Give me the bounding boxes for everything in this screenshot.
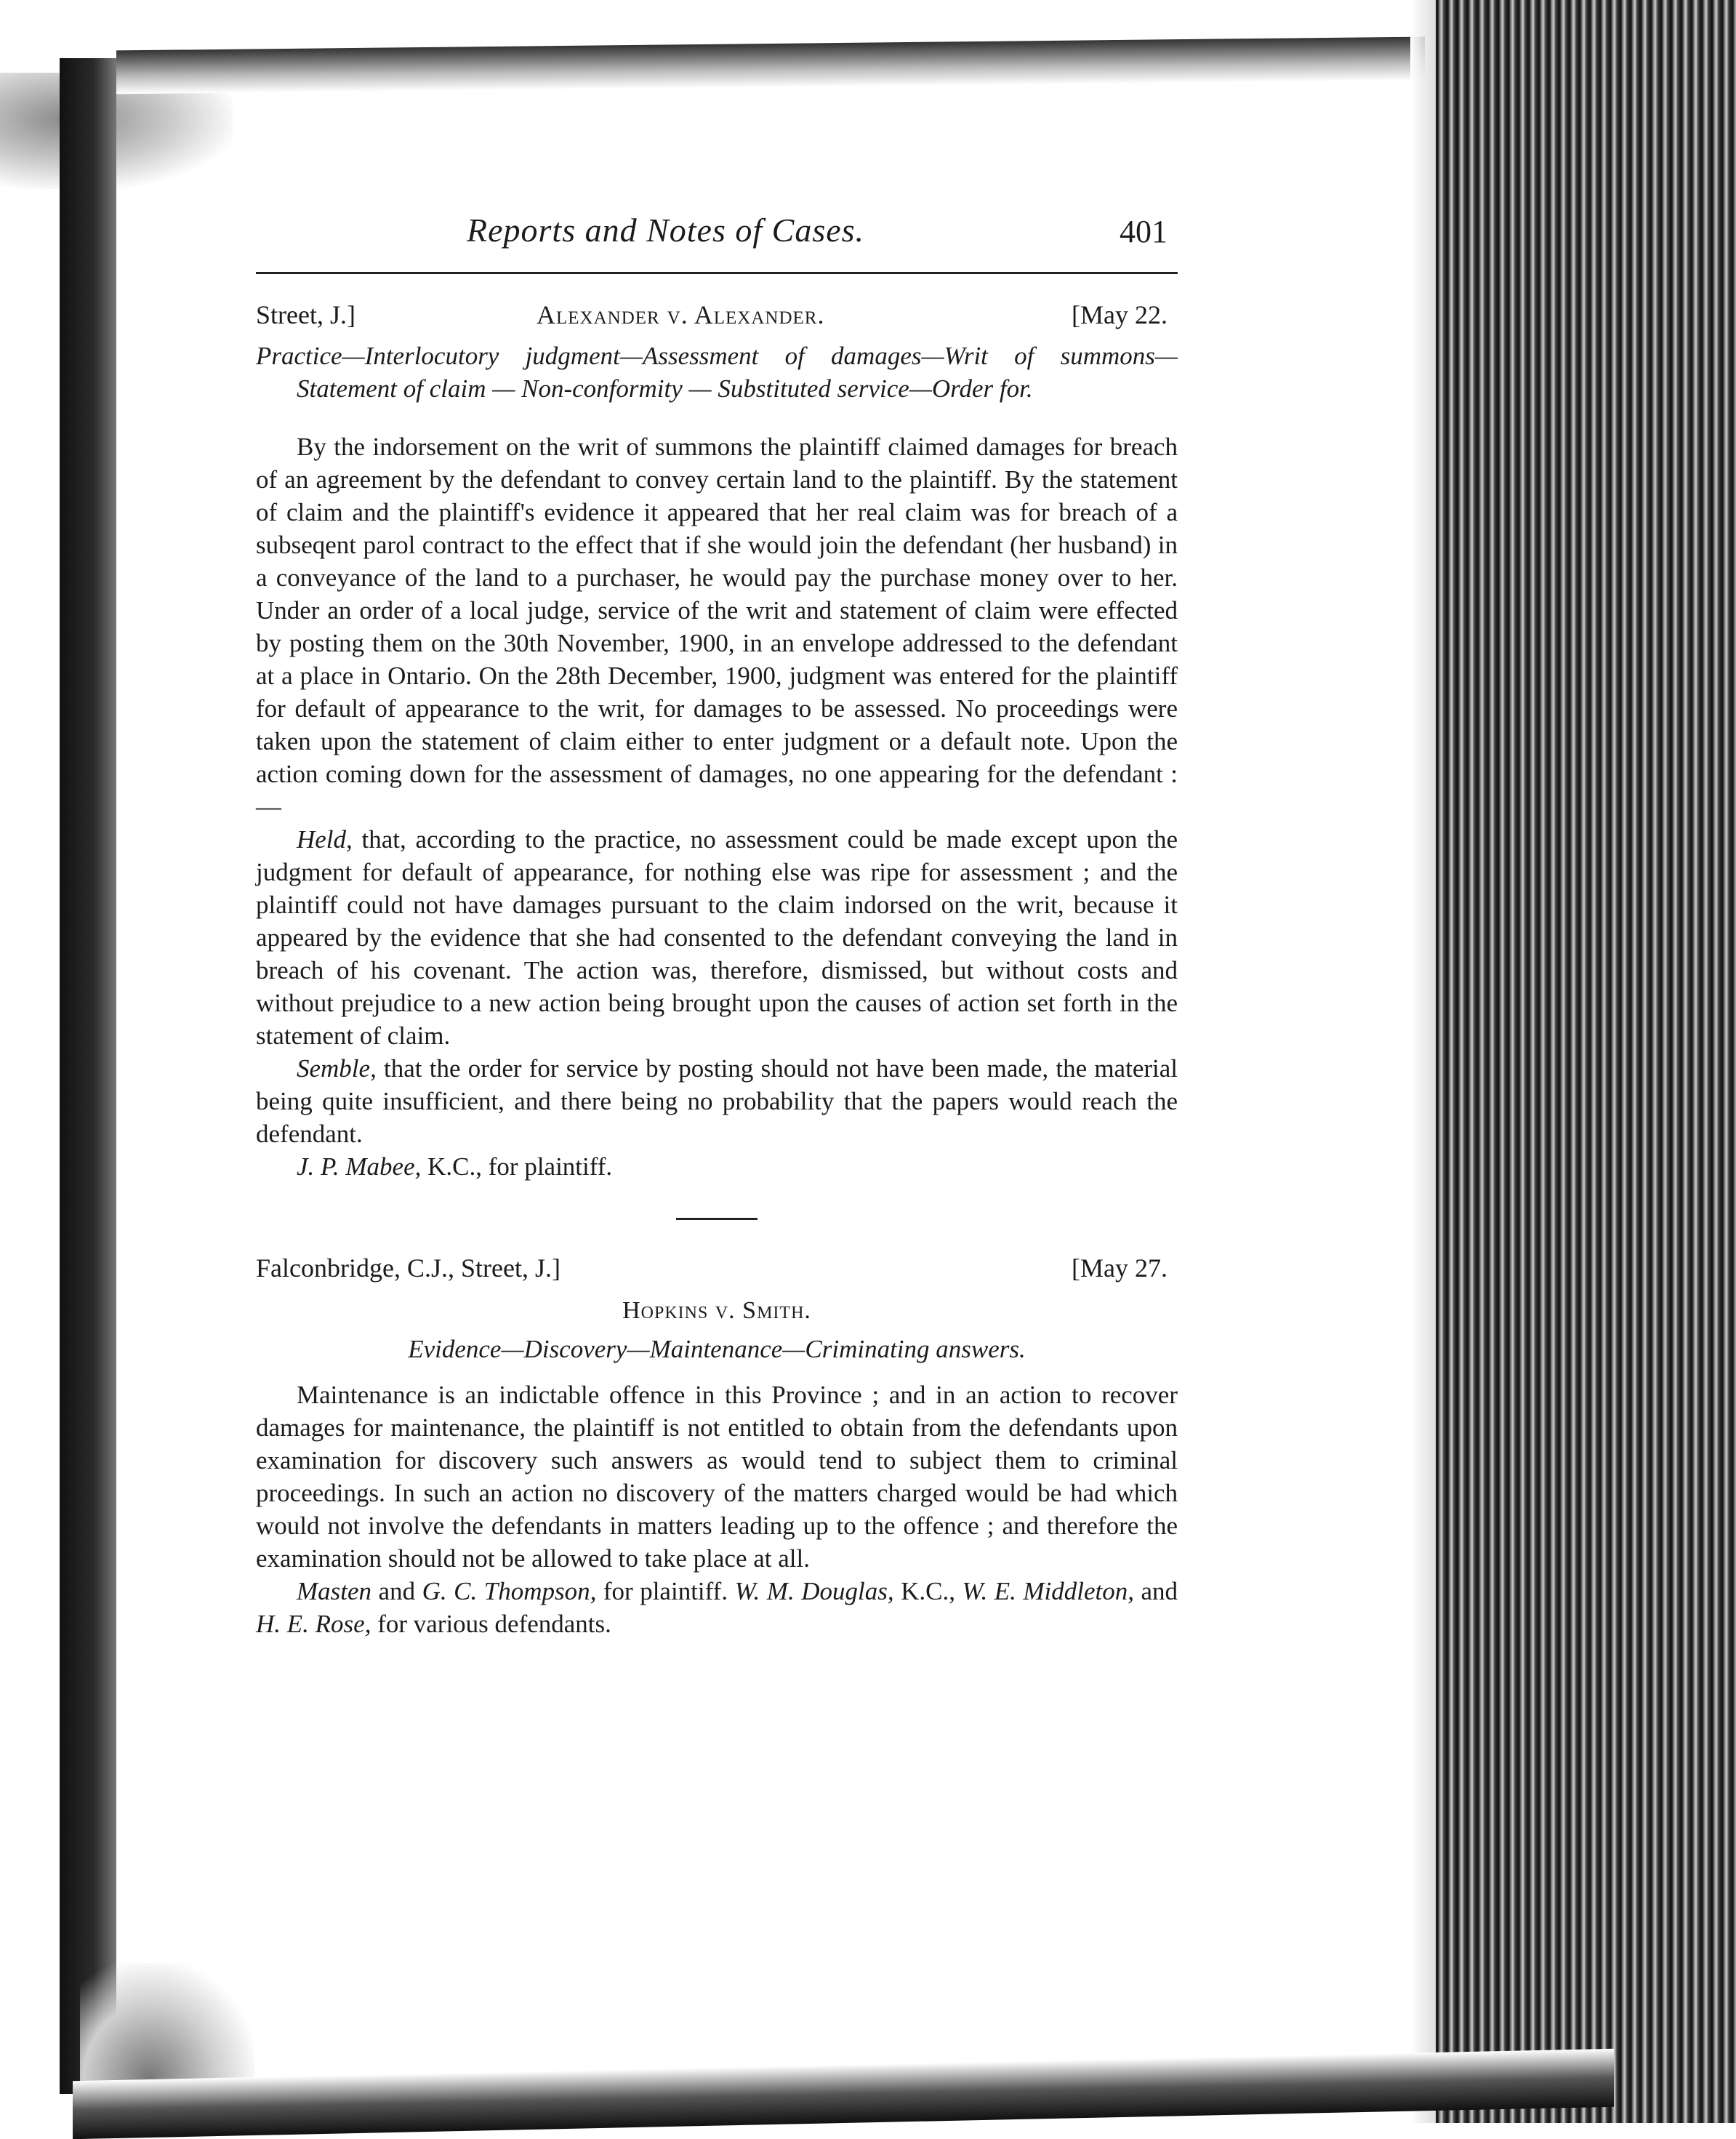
case2-counsel [256,1575,1178,1640]
counsel-name-2: G. C. Thompson, [422,1577,597,1605]
case1-date: [May 22. [1072,300,1168,329]
case1-semble [256,1052,1178,1150]
case2-header [256,1249,1178,1288]
running-header [256,211,1178,266]
case2-judges: Falconbridge, C.J., Street, J.] [256,1253,560,1283]
semble-label: Semble, [297,1054,377,1083]
book-page-edges [1436,0,1736,2123]
case1-body: By the indorsement on the writ of summons the plaintiff claimed damages for breach of an agreement by the defendant to convey certain land to the plaintiff. By the statement of claim and the plaintiff's evidence it appeared that her real claim was for breach of a subseqent parol contract to the effect that if she would join the defendant (her husband) in a conveyance of the land to a purchaser, he would pay the purchase money over to her. Under an order of a local judge, service of the writ and statement of claim were effected by posting them on the 30th November, 1900, in an envelope addressed to the defendant at a place in Ontario. On the 28th December, 1900, judgment was entered for the plaintiff for default of appearance to the writ, for damages to be assessed. No proceedings were taken upon the statement of claim either to enter judgment or a default note. Upon the action coming down for the assessment of damages, no one appearing for the defendant :— [256,433,1178,821]
book-spine-shadow [60,58,116,2094]
counsel-name-3: W. M. Douglas, [734,1577,894,1605]
held-label: Held, [297,825,353,854]
counsel-text-5: for various defendants. [371,1610,611,1638]
scan-shadow-top [116,37,1425,95]
case1-held [256,823,1178,1052]
case2-date: [May 27. [1072,1253,1168,1283]
held-text: that, according to the practice, no assessment could be made except upon the judgment for default of appearance, for nothing else was ripe for assessment ; and the plaintiff could not have damages pursuant to the claim indorsed on the writ, because it appeared by the evidence that she had consented to the defendant conveying the land in breach of his covenant. The action was, therefore, dismissed, but without costs and without prejudice to a new action being brought upon the causes of action set forth in the statement of claim. [256,825,1178,1050]
header-rule [256,272,1178,274]
case1-headnote: Practice—Interlocutory judgment—Assessment of damages—Writ of summons—Statement of claim — Non-conformity — Substituted service—Order for. [256,342,1178,403]
case1-counsel-name: J. P. Mabee, [297,1152,422,1181]
case-divider [676,1218,758,1220]
case1-header [256,293,1178,332]
case2-body: Maintenance is an indictable offence in this Province ; and in an action to recover damages for maintenance, the plaintiff is not entitled to obtain from the defendants upon examination for discovery such answers as would tend to subject them to criminal proceedings. In such an action no discovery of the matters charged would be had which would not involve the defendants in matters leading up to the offence ; and therefore the examination should not be allowed to take place at all. [256,1381,1178,1573]
counsel-text-3: K.C., [893,1577,963,1605]
counsel-and-2: and [1133,1577,1178,1605]
counsel-name-4: W. E. Middleton, [962,1577,1134,1605]
case1-title: Alexander v. Alexander. [537,300,825,329]
page-content [256,211,1178,1640]
semble-text: that the order for service by posting should not have been made, the material being quite insufficient, and there being no probability that the papers would reach the defendant. [256,1054,1178,1148]
case1-counsel-text: K.C., for plaintiff. [421,1152,613,1181]
running-title: Reports and Notes of Cases. [467,212,865,249]
case2-headnote: Evidence—Discovery—Maintenance—Criminating answers. [408,1335,1026,1363]
counsel-name-1: Masten [297,1577,372,1605]
case1-judge: Street, J.] [256,300,355,329]
case2-title: Hopkins v. Smith. [622,1297,811,1324]
page-number: 401 [1120,214,1168,249]
scan-shadow-bottom [73,2049,1614,2139]
counsel-name-5: H. E. Rose, [256,1610,371,1638]
counsel-text-2: for plaintiff. [596,1577,735,1605]
case1-counsel [256,1150,1178,1183]
counsel-and-1: and [371,1577,422,1605]
